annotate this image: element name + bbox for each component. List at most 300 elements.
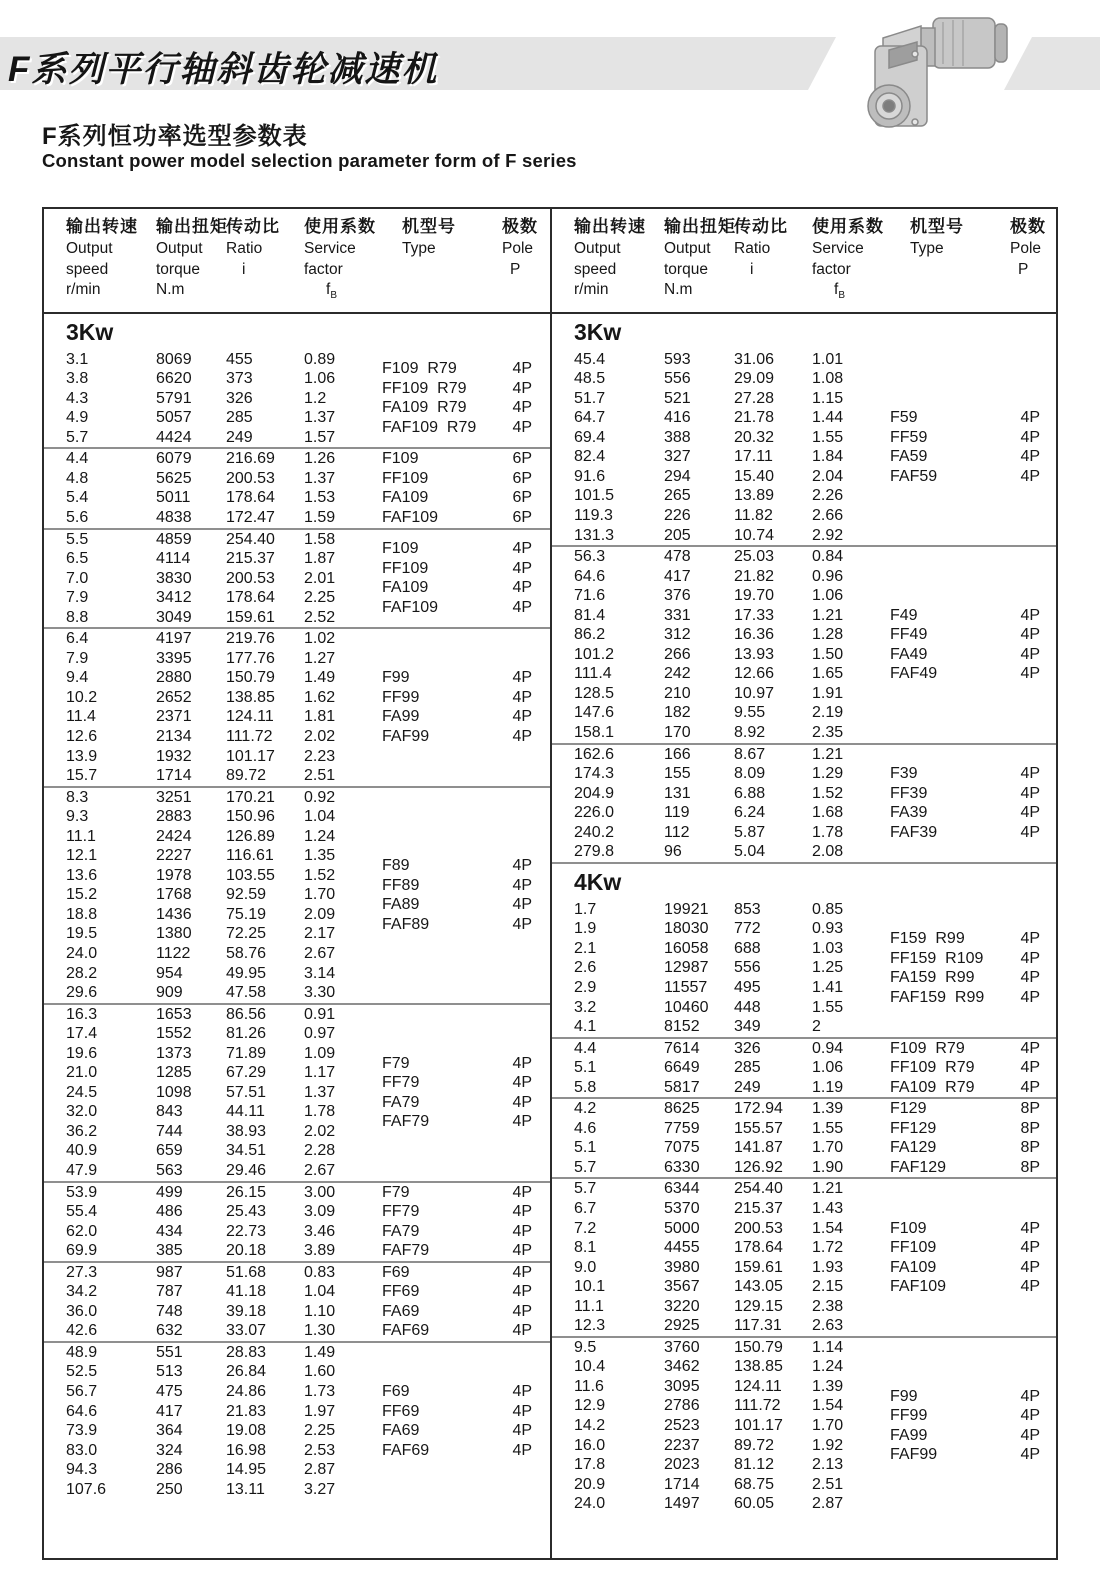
type-group (382, 788, 550, 1003)
cell-torque: 250 (156, 1480, 183, 1498)
cell-ratio: 178.64 (734, 1239, 783, 1257)
cell-torque: 1436 (156, 905, 192, 923)
cell-factor: 2.08 (812, 843, 844, 861)
table-row (66, 649, 382, 669)
type-row (382, 1382, 550, 1402)
type-row (382, 1093, 550, 1113)
cell-speed: 11.6 (574, 1377, 604, 1395)
cell-torque: 8069 (156, 350, 192, 368)
cell-torque: 1978 (156, 866, 192, 884)
type-row (890, 949, 1056, 969)
type-row (890, 1138, 1056, 1158)
cell-ratio: 89.72 (734, 1436, 775, 1454)
cell-speed: 4.3 (66, 389, 89, 407)
cell-factor: 2 (812, 1018, 821, 1036)
table-block (574, 745, 1056, 862)
cell-factor: 2.17 (304, 925, 336, 943)
type-row (890, 1099, 1056, 1119)
table-row (66, 1282, 382, 1302)
table-row (66, 1480, 382, 1500)
pole-cell: 4P (512, 399, 533, 417)
cell-factor: 0.94 (812, 1039, 844, 1057)
cell-factor: 2.53 (304, 1441, 336, 1459)
cell-factor: 1.02 (304, 630, 336, 648)
numeric-rows (574, 1179, 890, 1335)
cell-factor: 1.24 (812, 1358, 844, 1376)
cell-factor: 1.28 (812, 626, 844, 644)
cell-ratio: 200.53 (226, 469, 275, 487)
cell-ratio: 8.09 (734, 765, 766, 783)
type-cell: FF59 (890, 428, 928, 446)
cell-factor: 1.72 (812, 1239, 844, 1257)
type-group (890, 1338, 1056, 1514)
cell-factor: 1.55 (812, 1119, 844, 1137)
cell-torque: 226 (664, 506, 691, 524)
cell-ratio: 39.18 (226, 1302, 267, 1320)
cell-torque: 5791 (156, 389, 192, 407)
pole-cell: 4P (1020, 949, 1041, 967)
cell-factor: 1.2 (304, 389, 327, 407)
cell-torque: 385 (156, 1242, 183, 1260)
cell-torque: 6330 (664, 1158, 700, 1176)
cell-ratio: 5.87 (734, 823, 766, 841)
table-row (66, 1362, 382, 1382)
type-cell: F79 (382, 1054, 410, 1072)
cell-ratio: 170.21 (226, 788, 275, 806)
table-row (574, 625, 890, 645)
numeric-rows (574, 1039, 890, 1098)
page-title-en: Constant power model selection parameter form of F series (42, 150, 577, 171)
cell-ratio: 200.53 (226, 569, 275, 587)
type-cell: FAF69 (382, 1441, 430, 1459)
cell-torque: 5057 (156, 409, 192, 427)
cell-speed: 158.1 (574, 723, 615, 741)
type-row (382, 727, 550, 747)
cell-torque: 3462 (664, 1358, 700, 1376)
type-cell: F59 (890, 409, 918, 427)
table-row (66, 1460, 382, 1480)
cell-ratio: 51.68 (226, 1263, 267, 1281)
cell-torque: 787 (156, 1283, 183, 1301)
cell-speed: 5.1 (574, 1139, 597, 1157)
type-group (890, 350, 1056, 545)
type-row (890, 1219, 1056, 1239)
type-row (382, 1054, 550, 1074)
pole-cell: 4P (1020, 930, 1041, 948)
type-row (890, 764, 1056, 784)
cell-factor: 0.93 (812, 920, 844, 938)
cell-ratio: 6.24 (734, 804, 766, 822)
type-cell: F109 R79 (382, 360, 457, 378)
type-cell: F109 (890, 1219, 927, 1237)
cell-speed: 15.7 (66, 767, 98, 785)
table-row (66, 1343, 382, 1363)
cell-factor: 1.39 (812, 1100, 844, 1118)
header-line: Pole (1010, 240, 1042, 257)
cell-torque: 2023 (664, 1456, 700, 1474)
cell-torque: 364 (156, 1422, 183, 1440)
cell-factor: 2.15 (812, 1278, 844, 1296)
table-row (574, 428, 890, 448)
table-row (574, 1199, 890, 1219)
type-cell: FAF99 (890, 1446, 938, 1464)
cell-torque: 3760 (664, 1338, 700, 1356)
header-cell-torque (156, 215, 226, 307)
cell-factor: 1.49 (304, 1343, 336, 1361)
type-row (890, 1238, 1056, 1258)
cell-speed: 45.4 (574, 350, 606, 368)
cell-torque: 2424 (156, 827, 192, 845)
cell-factor: 1.24 (304, 827, 336, 845)
pole-cell: 4P (1020, 1258, 1041, 1276)
cell-ratio: 249 (226, 428, 253, 446)
pole-cell: 4P (1020, 645, 1041, 663)
table-row (574, 1099, 890, 1119)
cell-speed: 17.8 (574, 1456, 606, 1474)
type-cell: FA109 (382, 489, 429, 507)
type-cell: FA109 R79 (890, 1078, 975, 1096)
cell-torque: 331 (664, 606, 691, 624)
pole-cell: 4P (512, 1263, 533, 1281)
cell-speed: 1.7 (574, 900, 597, 918)
type-row (382, 578, 550, 598)
pole-cell: 4P (512, 669, 533, 687)
cell-factor: 2.87 (812, 1495, 844, 1513)
cell-torque: 5370 (664, 1200, 700, 1218)
cell-torque: 3830 (156, 569, 192, 587)
cell-torque: 1552 (156, 1025, 192, 1043)
cell-speed: 17.4 (66, 1025, 98, 1043)
cell-ratio: 10.74 (734, 526, 775, 544)
pole-cell: 4P (512, 540, 533, 558)
cell-ratio: 13.89 (734, 487, 775, 505)
type-row (890, 1445, 1056, 1465)
cell-factor: 2.51 (304, 767, 336, 785)
cell-ratio: 81.26 (226, 1025, 267, 1043)
cell-ratio: 13.93 (734, 645, 775, 663)
cell-speed: 3.1 (66, 350, 89, 368)
cell-ratio: 81.12 (734, 1456, 775, 1474)
cell-speed: 82.4 (574, 448, 606, 466)
cell-torque: 434 (156, 1222, 183, 1240)
cell-torque: 4859 (156, 530, 192, 548)
type-row (890, 1258, 1056, 1278)
numeric-rows (574, 900, 890, 1037)
cell-ratio: 150.79 (226, 669, 275, 687)
cell-factor: 1.43 (812, 1200, 844, 1218)
table-row (66, 747, 382, 767)
cell-factor: 1.37 (304, 409, 336, 427)
cell-ratio: 249 (734, 1078, 761, 1096)
header-line: Ratio (734, 240, 771, 257)
type-cell: F49 (890, 606, 918, 624)
cell-ratio: 126.89 (226, 827, 275, 845)
type-row (382, 1222, 550, 1242)
type-cell: F129 (890, 1100, 927, 1118)
cell-speed: 56.7 (66, 1383, 98, 1401)
cell-ratio: 150.79 (734, 1338, 783, 1356)
cell-speed: 7.9 (66, 589, 89, 607)
pole-cell: 4P (1020, 1039, 1041, 1057)
cell-speed: 19.6 (66, 1044, 98, 1062)
cell-speed: 24.0 (66, 945, 98, 962)
cell-torque: 327 (664, 448, 691, 466)
cell-factor: 1.26 (304, 450, 336, 468)
cell-ratio: 455 (226, 350, 253, 368)
cell-ratio: 26.15 (226, 1183, 267, 1201)
section-label-3kw: 3Kw (574, 318, 622, 345)
table-block (66, 449, 550, 527)
header-line: $f_B$ (834, 281, 845, 302)
cell-speed: 147.6 (574, 704, 615, 722)
type-row (890, 1406, 1056, 1426)
table-block (66, 629, 550, 785)
cell-ratio: 159.61 (226, 608, 275, 626)
cell-factor: 2.38 (812, 1297, 844, 1315)
cell-factor: 2.52 (304, 608, 336, 626)
numeric-rows (66, 1343, 382, 1499)
type-cell: FAF109 (890, 1278, 947, 1296)
type-cell: FF99 (382, 688, 420, 706)
cell-factor: 1.41 (812, 979, 844, 996)
cell-ratio: 215.37 (734, 1200, 783, 1218)
cell-factor: 1.30 (304, 1322, 336, 1340)
type-cell: FA79 (382, 1093, 420, 1111)
cell-torque: 4455 (664, 1239, 700, 1257)
cell-speed: 2.9 (574, 979, 597, 996)
cell-factor: 2.51 (812, 1475, 844, 1493)
cell-speed: 83.0 (66, 1441, 98, 1459)
cell-torque: 7614 (664, 1039, 700, 1057)
type-row (382, 1282, 550, 1302)
cell-speed: 69.4 (574, 428, 606, 446)
table-row (66, 827, 382, 847)
table-row (574, 447, 890, 467)
table-row (574, 764, 890, 784)
cell-speed: 9.3 (66, 808, 89, 826)
pole-cell: 4P (1020, 969, 1041, 987)
type-row (890, 428, 1056, 448)
cell-torque: 2883 (156, 808, 192, 826)
cell-speed: 18.8 (66, 905, 98, 923)
cell-torque: 2880 (156, 669, 192, 687)
table-row (574, 998, 890, 1018)
numeric-rows (574, 547, 890, 742)
numeric-rows (574, 1099, 890, 1177)
cell-speed: 47.9 (66, 1162, 98, 1180)
cell-torque: 1714 (156, 767, 192, 785)
pole-cell: 4P (1020, 1219, 1041, 1237)
cell-factor: 1.59 (304, 508, 336, 526)
pole-cell: 4P (1020, 1387, 1041, 1405)
numeric-rows (574, 745, 890, 862)
cell-factor: 1.58 (304, 530, 336, 548)
cell-ratio: 285 (226, 409, 253, 427)
type-row (890, 1119, 1056, 1139)
cell-torque: 286 (156, 1461, 183, 1479)
cell-speed: 12.3 (574, 1317, 606, 1335)
cell-factor: 1.39 (812, 1377, 844, 1395)
cell-speed: 4.6 (574, 1119, 597, 1137)
cell-factor: 2.01 (304, 569, 336, 587)
cell-torque: 6079 (156, 450, 192, 468)
cell-speed: 7.9 (66, 649, 89, 667)
cell-ratio: 21.83 (226, 1402, 267, 1420)
header-line: 输出扭矩 (156, 217, 228, 236)
cell-torque: 1497 (664, 1495, 700, 1513)
cell-ratio: 92.59 (226, 886, 267, 904)
cell-speed: 48.9 (66, 1343, 98, 1361)
cell-ratio: 143.05 (734, 1278, 783, 1296)
cell-ratio: 448 (734, 998, 761, 1016)
cell-speed: 7.2 (574, 1219, 597, 1237)
cell-speed: 4.1 (574, 1018, 597, 1036)
cell-speed: 4.9 (66, 409, 89, 427)
cell-factor: 1.55 (812, 428, 844, 446)
cell-ratio: 58.76 (226, 945, 267, 962)
cell-torque: 112 (664, 823, 690, 841)
cell-torque: 294 (664, 467, 691, 485)
cell-factor: 1.21 (812, 606, 844, 624)
type-group (382, 629, 550, 785)
cell-speed: 5.6 (66, 508, 89, 526)
cell-factor: 3.27 (304, 1480, 336, 1498)
type-row (382, 915, 550, 935)
type-cell: FA99 (890, 1426, 928, 1444)
header-line: 使用系数 (304, 217, 376, 236)
table-row (574, 547, 890, 567)
cell-speed: 16.3 (66, 1005, 98, 1023)
cell-factor: 1.54 (812, 1397, 844, 1415)
table-row (574, 1338, 890, 1358)
pole-cell: 4P (1020, 1407, 1041, 1425)
table-row (66, 1122, 382, 1142)
cell-ratio: 8.67 (734, 745, 766, 763)
cell-torque: 1380 (156, 925, 192, 943)
pole-cell: 4P (512, 579, 533, 597)
cell-ratio: 495 (734, 979, 761, 996)
type-cell: FAF89 (382, 915, 430, 933)
table-block (574, 350, 1056, 545)
cell-speed: 10.4 (574, 1358, 606, 1376)
cell-ratio: 67.29 (226, 1064, 267, 1082)
type-row (382, 856, 550, 876)
pole-cell: 6P (512, 469, 533, 487)
cell-factor: 1.84 (812, 448, 844, 466)
cell-speed: 64.6 (66, 1402, 98, 1420)
type-cell: FF109 (382, 469, 429, 487)
cell-factor: 3.09 (304, 1203, 336, 1221)
cell-factor: 3.14 (304, 964, 336, 982)
cell-torque: 3049 (156, 608, 192, 626)
table-row (66, 1141, 382, 1161)
cell-factor: 1.01 (812, 350, 844, 368)
cell-factor: 1.78 (304, 1103, 336, 1121)
table-row (574, 703, 890, 723)
table-row (66, 389, 382, 409)
cell-speed: 279.8 (574, 843, 615, 861)
cell-torque: 417 (664, 567, 691, 585)
table-block (66, 1005, 550, 1181)
cell-factor: 1.04 (304, 1283, 336, 1301)
cell-ratio: 13.11 (226, 1480, 265, 1498)
table-row (66, 1083, 382, 1103)
table-row (66, 1321, 382, 1341)
pole-cell: 4P (1020, 1426, 1041, 1444)
type-cell: FF79 (382, 1203, 420, 1221)
numeric-rows (66, 1005, 382, 1181)
cell-factor: 2.67 (304, 1162, 336, 1180)
cell-ratio: 25.03 (734, 548, 775, 566)
cell-ratio: 254.40 (734, 1180, 783, 1198)
type-cell: FF109 R79 (382, 379, 467, 397)
header-line: 机型号 (910, 217, 964, 236)
pole-cell: 4P (512, 379, 533, 397)
cell-torque: 2227 (156, 847, 192, 865)
cell-ratio: 25.43 (226, 1203, 267, 1221)
type-row (382, 1421, 550, 1441)
cell-ratio: 326 (226, 389, 253, 407)
cell-torque: 5000 (664, 1219, 700, 1237)
cell-torque: 3395 (156, 649, 192, 667)
cell-speed: 128.5 (574, 684, 615, 702)
type-row (382, 469, 550, 489)
cell-speed: 8.1 (574, 1239, 597, 1257)
table-block (66, 530, 550, 628)
table-row (574, 408, 890, 428)
type-cell: FF49 (890, 626, 928, 644)
table-row (66, 668, 382, 688)
table-row (574, 900, 890, 920)
type-cell: FA109 R79 (382, 399, 467, 417)
cell-torque: 8625 (664, 1100, 700, 1118)
cell-speed: 4.4 (66, 450, 89, 468)
pole-cell: 4P (1020, 1078, 1041, 1096)
table-row (574, 1219, 890, 1239)
cell-torque: 556 (664, 370, 691, 388)
cell-ratio: 31.06 (734, 350, 775, 368)
cell-ratio: 44.11 (226, 1103, 265, 1121)
cell-speed: 19.5 (66, 925, 98, 943)
cell-torque: 1714 (664, 1475, 700, 1493)
cell-torque: 1122 (156, 945, 191, 962)
type-row (382, 688, 550, 708)
table-row (66, 788, 382, 808)
pole-cell: 4P (1020, 988, 1041, 1006)
cell-torque: 242 (664, 665, 691, 683)
cell-speed: 29.6 (66, 984, 98, 1002)
cell-factor: 0.83 (304, 1263, 336, 1281)
pole-cell: 8P (1020, 1158, 1041, 1176)
cell-torque: 4114 (156, 550, 191, 568)
pole-cell: 8P (1020, 1100, 1041, 1118)
cell-factor: 3.30 (304, 984, 336, 1002)
pole-cell: 4P (512, 1222, 533, 1240)
table-row (574, 684, 890, 704)
table-row (574, 1494, 890, 1514)
header-cell-ratio (734, 215, 812, 307)
table-block (574, 900, 1056, 1037)
type-row (890, 988, 1056, 1008)
type-group (382, 1263, 550, 1341)
type-cell: FAF109 R79 (382, 419, 477, 436)
cell-factor: 1.54 (812, 1219, 844, 1237)
cell-ratio: 41.18 (226, 1283, 267, 1301)
table-row (574, 645, 890, 665)
header-line: 机型号 (402, 217, 456, 236)
type-row (382, 1202, 550, 1222)
cell-torque: 1932 (156, 747, 192, 765)
